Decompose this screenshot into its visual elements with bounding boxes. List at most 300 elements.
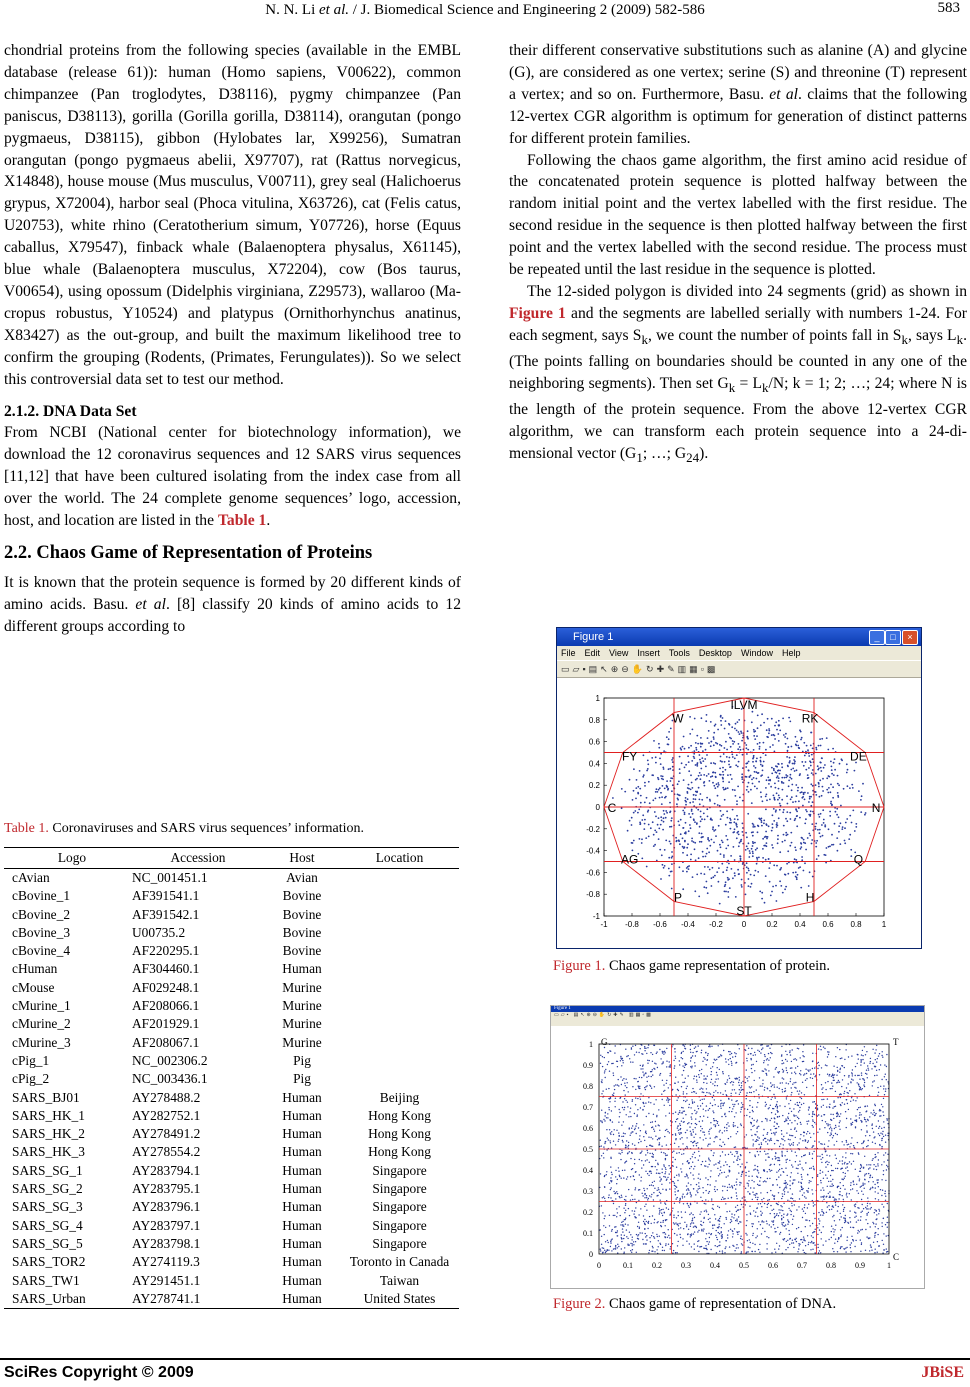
cgr-point bbox=[788, 1118, 789, 1119]
cell-host: Bovine bbox=[282, 906, 322, 922]
cgr-point bbox=[762, 770, 764, 772]
cgr-point bbox=[786, 1162, 787, 1163]
zoom-out-icon[interactable]: ⊖ bbox=[621, 664, 632, 674]
cgr-point bbox=[620, 1060, 621, 1061]
cgr-point bbox=[646, 1195, 647, 1196]
cgr-point bbox=[817, 1109, 818, 1110]
cgr-point bbox=[663, 1220, 664, 1221]
cgr-point bbox=[629, 1111, 630, 1112]
cgr-point bbox=[828, 1181, 829, 1182]
cgr-point bbox=[865, 1207, 866, 1208]
cgr-point bbox=[800, 1138, 801, 1139]
cgr-point bbox=[869, 1167, 870, 1168]
cgr-point bbox=[719, 1069, 720, 1070]
cgr-point bbox=[606, 1174, 607, 1175]
cgr-point bbox=[607, 1240, 608, 1241]
cgr-point bbox=[866, 1110, 867, 1111]
cgr-point bbox=[672, 766, 674, 768]
cgr-point bbox=[778, 1248, 779, 1249]
cell-accession: U00735.2 bbox=[132, 924, 186, 940]
cgr-point bbox=[823, 1244, 824, 1245]
cgr-point bbox=[741, 1174, 742, 1175]
rotate-icon[interactable]: ↻ bbox=[646, 664, 657, 674]
cgr-point bbox=[883, 1098, 884, 1099]
cgr-point bbox=[741, 732, 743, 734]
cgr-point bbox=[789, 1185, 790, 1186]
cgr-point bbox=[781, 1154, 782, 1155]
cgr-point bbox=[679, 1064, 680, 1065]
cgr-point bbox=[811, 839, 813, 841]
cgr-point bbox=[767, 718, 769, 720]
cgr-point bbox=[624, 1170, 625, 1171]
cgr-point bbox=[741, 1163, 742, 1164]
cgr-point bbox=[644, 1140, 645, 1141]
cgr-point bbox=[833, 1114, 834, 1115]
cell-location bbox=[340, 942, 459, 960]
cgr-point bbox=[653, 845, 655, 847]
cgr-point bbox=[643, 1164, 644, 1165]
figure1-link[interactable]: Figure 1 bbox=[509, 304, 566, 322]
cgr-point bbox=[873, 1137, 874, 1138]
cgr-point bbox=[736, 837, 738, 839]
cgr-point bbox=[709, 1143, 710, 1144]
cgr-point bbox=[860, 1229, 861, 1230]
cell-location: Taiwan bbox=[379, 1272, 420, 1288]
menu-window[interactable]: Window bbox=[740, 648, 773, 658]
cgr-point bbox=[717, 786, 719, 788]
cgr-point bbox=[877, 1165, 878, 1166]
cgr-point bbox=[873, 1164, 874, 1165]
cgr-point bbox=[729, 1078, 730, 1079]
cgr-point bbox=[686, 1226, 687, 1227]
cgr-point bbox=[718, 1045, 719, 1046]
cgr-point bbox=[669, 1113, 670, 1114]
cgr-point bbox=[727, 1234, 728, 1235]
print-icon[interactable]: ▤ bbox=[588, 664, 601, 674]
cgr-point bbox=[846, 1118, 847, 1119]
cgr-point bbox=[717, 795, 719, 797]
cgr-point bbox=[748, 1176, 749, 1177]
cgr-point bbox=[733, 1217, 734, 1218]
cgr-point bbox=[742, 863, 744, 865]
cgr-point bbox=[630, 1243, 631, 1244]
cgr-point bbox=[833, 1231, 834, 1232]
cgr-point bbox=[777, 1107, 778, 1108]
cgr-point bbox=[693, 1131, 694, 1132]
cgr-point bbox=[629, 1151, 630, 1152]
cgr-point bbox=[824, 1144, 825, 1145]
cgr-point bbox=[762, 857, 764, 859]
cgr-point bbox=[643, 1103, 644, 1104]
cgr-point bbox=[782, 1089, 783, 1090]
cgr-point bbox=[795, 859, 797, 861]
cgr-point bbox=[752, 1145, 753, 1146]
open-icon[interactable]: ▱ bbox=[572, 664, 583, 674]
cgr-point bbox=[709, 1044, 710, 1045]
cgr-point bbox=[725, 848, 727, 850]
cgr-point bbox=[778, 795, 780, 797]
cgr-point bbox=[670, 1214, 671, 1215]
cgr-point bbox=[676, 1100, 677, 1101]
cgr-point bbox=[746, 1134, 747, 1135]
close-icon[interactable]: × bbox=[902, 630, 918, 645]
cgr-point bbox=[613, 1072, 614, 1073]
cgr-point bbox=[829, 1128, 830, 1129]
cgr-point bbox=[715, 1180, 716, 1181]
cgr-point bbox=[741, 1109, 742, 1110]
grid-toggle-icon[interactable]: ▫ bbox=[700, 664, 707, 674]
x-tick-label: 0.2 bbox=[652, 1261, 662, 1270]
cgr-point bbox=[740, 1087, 741, 1088]
cgr-point bbox=[803, 1192, 804, 1193]
cgr-point bbox=[844, 1163, 845, 1164]
cgr-point bbox=[698, 1108, 699, 1109]
cgr-point bbox=[673, 1151, 674, 1152]
cgr-point bbox=[820, 767, 822, 769]
colorbar-icon[interactable]: ▥ bbox=[677, 664, 690, 674]
pointer-icon[interactable]: ↖ bbox=[600, 664, 611, 674]
cell-logo: cHuman bbox=[12, 961, 58, 977]
y-tick-label: 0.8 bbox=[588, 715, 600, 725]
cgr-point bbox=[755, 1212, 756, 1213]
cgr-point bbox=[633, 1241, 634, 1242]
cgr-point bbox=[883, 1206, 884, 1207]
cgr-point bbox=[840, 1168, 841, 1169]
vertex-label: AG bbox=[620, 852, 639, 867]
cgr-point bbox=[710, 721, 712, 723]
cgr-point bbox=[734, 1116, 735, 1117]
cgr-point bbox=[787, 1219, 788, 1220]
cgr-point bbox=[812, 1078, 813, 1079]
cgr-point bbox=[753, 1120, 754, 1121]
cgr-point bbox=[734, 875, 736, 877]
cgr-point bbox=[829, 1124, 830, 1125]
cgr-point bbox=[663, 1152, 664, 1153]
cgr-point bbox=[644, 1197, 645, 1198]
cgr-point bbox=[827, 1056, 828, 1057]
cgr-point bbox=[639, 788, 641, 790]
cgr-point bbox=[765, 859, 767, 861]
cgr-point bbox=[696, 791, 698, 793]
cgr-point bbox=[808, 1109, 809, 1110]
cgr-point bbox=[845, 822, 847, 824]
cgr-point bbox=[800, 1124, 801, 1125]
cgr-point bbox=[640, 802, 642, 804]
menu-desktop[interactable]: Desktop bbox=[698, 648, 732, 658]
cgr-point bbox=[877, 1095, 878, 1096]
cgr-point bbox=[783, 734, 785, 736]
cell-logo: cBovine_1 bbox=[12, 888, 71, 904]
cgr-point bbox=[718, 784, 720, 786]
cgr-point bbox=[813, 1205, 814, 1206]
cgr-point bbox=[803, 842, 805, 844]
menu-help[interactable]: Help bbox=[781, 648, 801, 658]
cgr-point bbox=[632, 1086, 633, 1087]
cgr-point bbox=[634, 1113, 635, 1114]
cgr-point bbox=[637, 1098, 638, 1099]
cell-accession: AF201929.1 bbox=[132, 1016, 200, 1032]
cgr-point bbox=[623, 1208, 624, 1209]
cgr-point bbox=[639, 1174, 640, 1175]
cgr-point bbox=[618, 1079, 619, 1080]
cgr-point bbox=[628, 1145, 629, 1146]
cgr-point bbox=[704, 1098, 705, 1099]
menu-edit[interactable]: Edit bbox=[584, 648, 601, 658]
cgr-point bbox=[739, 1085, 740, 1086]
cgr-point bbox=[652, 1232, 653, 1233]
cgr-point bbox=[642, 1109, 643, 1110]
cgr-point bbox=[624, 1252, 625, 1253]
cgr-point bbox=[686, 854, 688, 856]
cgr-point bbox=[763, 1221, 764, 1222]
cgr-point bbox=[807, 1192, 808, 1193]
cgr-point bbox=[791, 789, 793, 791]
cell-location bbox=[340, 906, 459, 924]
cgr-point bbox=[723, 753, 725, 755]
zoom-in-icon[interactable]: ⊕ bbox=[610, 664, 622, 674]
cgr-point bbox=[725, 824, 727, 826]
cgr-point bbox=[716, 1136, 717, 1137]
cgr-point bbox=[678, 1125, 679, 1126]
cgr-point bbox=[682, 1163, 683, 1164]
cgr-point bbox=[777, 1227, 778, 1228]
cell-host: Human bbox=[282, 1162, 322, 1178]
cgr-point bbox=[693, 1137, 694, 1138]
cgr-point bbox=[761, 1199, 762, 1200]
cgr-point bbox=[801, 787, 803, 789]
menu-insert[interactable]: Insert bbox=[637, 648, 660, 658]
cgr-point bbox=[786, 863, 788, 865]
cgr-point bbox=[644, 1106, 645, 1107]
cgr-point bbox=[840, 1097, 841, 1098]
cgr-point bbox=[745, 744, 747, 746]
cgr-point bbox=[883, 1233, 884, 1234]
cgr-point bbox=[759, 748, 761, 750]
cgr-point bbox=[728, 1154, 729, 1155]
cgr-point bbox=[779, 730, 781, 732]
cgr-point bbox=[758, 1172, 759, 1173]
cgr-point bbox=[832, 1170, 833, 1171]
cgr-point bbox=[870, 1061, 871, 1062]
minimize-icon[interactable]: _ bbox=[869, 630, 885, 645]
cgr-point bbox=[755, 1197, 756, 1198]
cgr-point bbox=[791, 1205, 792, 1206]
cgr-point bbox=[748, 1171, 749, 1172]
cgr-point bbox=[732, 740, 734, 742]
cgr-point bbox=[613, 1215, 614, 1216]
cgr-point bbox=[697, 809, 699, 811]
cgr-point bbox=[691, 1222, 692, 1223]
cgr-point bbox=[732, 1231, 733, 1232]
cgr-point bbox=[675, 1159, 676, 1160]
cgr-point bbox=[696, 822, 698, 824]
cgr-point bbox=[808, 833, 810, 835]
cgr-point bbox=[730, 1229, 731, 1230]
cgr-point bbox=[872, 1063, 873, 1064]
cgr-point bbox=[865, 812, 867, 814]
cgr-point bbox=[686, 1130, 687, 1131]
cgr-point bbox=[631, 1239, 632, 1240]
figure1-titlebar[interactable] bbox=[557, 628, 921, 646]
cgr-point bbox=[804, 1094, 805, 1095]
cgr-point bbox=[655, 816, 657, 818]
cgr-point bbox=[858, 1176, 859, 1177]
cgr-point bbox=[760, 1146, 761, 1147]
cgr-point bbox=[729, 1246, 730, 1247]
plot-tools-icon[interactable]: ▩ bbox=[706, 664, 719, 674]
cgr-point bbox=[617, 1235, 618, 1236]
cgr-point bbox=[727, 845, 729, 847]
cgr-point bbox=[720, 1108, 721, 1109]
cgr-point bbox=[687, 755, 689, 757]
cgr-point bbox=[778, 1209, 779, 1210]
cgr-point bbox=[751, 883, 753, 885]
cgr-point bbox=[687, 1147, 688, 1148]
maximize-icon[interactable]: □ bbox=[885, 630, 901, 645]
cgr-point bbox=[809, 1220, 810, 1221]
cgr-point bbox=[867, 1203, 868, 1204]
cell-location: Singapore bbox=[372, 1217, 427, 1233]
cgr-point bbox=[749, 1206, 750, 1207]
brush-icon[interactable]: ✎ bbox=[667, 664, 678, 674]
cgr-point bbox=[750, 1129, 751, 1130]
cgr-point bbox=[627, 1152, 628, 1153]
cgr-point bbox=[688, 1107, 689, 1108]
cgr-point bbox=[732, 1233, 733, 1234]
menu-file[interactable]: File bbox=[561, 648, 576, 658]
new-file-icon[interactable]: ▭ bbox=[561, 664, 573, 674]
cgr-point bbox=[755, 1195, 756, 1196]
cgr-point bbox=[785, 1159, 786, 1160]
cgr-point bbox=[875, 1191, 876, 1192]
cgr-point bbox=[684, 812, 686, 814]
cgr-point bbox=[695, 1046, 696, 1047]
cgr-point bbox=[606, 1149, 607, 1150]
cgr-point bbox=[687, 1086, 688, 1087]
cgr-point bbox=[634, 1159, 635, 1160]
cgr-point bbox=[679, 843, 681, 845]
figure1-window-title: Figure 1 bbox=[573, 631, 614, 643]
cgr-point bbox=[858, 1083, 859, 1084]
legend-icon[interactable]: ▦ bbox=[689, 664, 701, 674]
cgr-point bbox=[632, 1101, 633, 1102]
cgr-point bbox=[713, 785, 715, 787]
cgr-point bbox=[614, 1089, 615, 1090]
cgr-point bbox=[817, 765, 819, 767]
cgr-point bbox=[653, 740, 655, 742]
cgr-point bbox=[657, 1164, 658, 1165]
y-tick-label: 0.4 bbox=[588, 759, 600, 769]
cgr-point bbox=[607, 1249, 608, 1250]
menu-tools[interactable]: Tools bbox=[668, 648, 690, 658]
cgr-point bbox=[763, 1129, 764, 1130]
pan-icon[interactable]: ✋ bbox=[631, 664, 647, 674]
cgr-point bbox=[702, 1088, 703, 1089]
cgr-point bbox=[629, 1232, 630, 1233]
cgr-point bbox=[761, 1142, 762, 1143]
cgr-point bbox=[692, 1154, 693, 1155]
cgr-point bbox=[694, 1102, 695, 1103]
cgr-point bbox=[725, 769, 727, 771]
cgr-point bbox=[759, 1077, 760, 1078]
cgr-point bbox=[774, 783, 776, 785]
cgr-point bbox=[701, 1164, 702, 1165]
cgr-point bbox=[872, 1160, 873, 1161]
cgr-point bbox=[633, 1244, 634, 1245]
cgr-point bbox=[851, 1242, 852, 1243]
cgr-point bbox=[709, 869, 711, 871]
cgr-point bbox=[654, 1222, 655, 1223]
cgr-point bbox=[639, 1159, 640, 1160]
cgr-point bbox=[692, 1156, 693, 1157]
cgr-point bbox=[644, 1219, 645, 1220]
cgr-point bbox=[777, 1087, 778, 1088]
cgr-point bbox=[865, 1229, 866, 1230]
cgr-point bbox=[751, 1251, 752, 1252]
cgr-point bbox=[792, 1135, 793, 1136]
cgr-point bbox=[734, 1250, 735, 1251]
cgr-point bbox=[832, 1074, 833, 1075]
cgr-point bbox=[768, 1045, 769, 1046]
cgr-point bbox=[622, 1228, 623, 1229]
cgr-point bbox=[849, 787, 851, 789]
cgr-point bbox=[876, 1126, 877, 1127]
cgr-point bbox=[730, 1082, 731, 1083]
cgr-point bbox=[886, 1165, 887, 1166]
cgr-point bbox=[728, 1230, 729, 1231]
cgr-point bbox=[683, 1093, 684, 1094]
cgr-point bbox=[736, 1100, 737, 1101]
cgr-point bbox=[660, 1073, 661, 1074]
cgr-point bbox=[736, 1219, 737, 1220]
cgr-point bbox=[821, 1232, 822, 1233]
cgr-point bbox=[791, 1203, 792, 1204]
cgr-point bbox=[672, 757, 674, 759]
cgr-point bbox=[806, 811, 808, 813]
cgr-point bbox=[864, 1179, 865, 1180]
cell-host: Murine bbox=[282, 1034, 322, 1050]
datacursor-icon[interactable]: ✚ bbox=[656, 664, 668, 674]
cell-accession: AF208066.1 bbox=[132, 998, 200, 1014]
cgr-point bbox=[641, 1151, 642, 1152]
cgr-point bbox=[652, 1074, 653, 1075]
cgr-point bbox=[716, 1230, 717, 1231]
table1-link[interactable]: Table 1 bbox=[217, 512, 267, 530]
cgr-point bbox=[673, 1215, 674, 1216]
cgr-point bbox=[748, 761, 750, 763]
cgr-point bbox=[836, 808, 838, 810]
cgr-point bbox=[731, 778, 733, 780]
cgr-point bbox=[798, 1248, 799, 1249]
cgr-point bbox=[617, 1061, 618, 1062]
cgr-point bbox=[793, 1247, 794, 1248]
cgr-point bbox=[745, 849, 747, 851]
cgr-point bbox=[662, 1215, 663, 1216]
cgr-point bbox=[774, 735, 776, 737]
cgr-point bbox=[867, 1145, 868, 1146]
cgr-point bbox=[704, 1165, 705, 1166]
cgr-point bbox=[647, 1150, 648, 1151]
menu-view[interactable]: View bbox=[609, 648, 629, 658]
cgr-point bbox=[699, 1137, 700, 1138]
cgr-point bbox=[880, 1064, 881, 1065]
cgr-point bbox=[754, 1155, 755, 1156]
save-icon[interactable]: ▪ bbox=[582, 664, 589, 674]
cgr-point bbox=[649, 1153, 650, 1154]
cgr-point bbox=[666, 1099, 667, 1100]
cgr-point bbox=[851, 1079, 852, 1080]
cgr-point bbox=[715, 776, 717, 778]
